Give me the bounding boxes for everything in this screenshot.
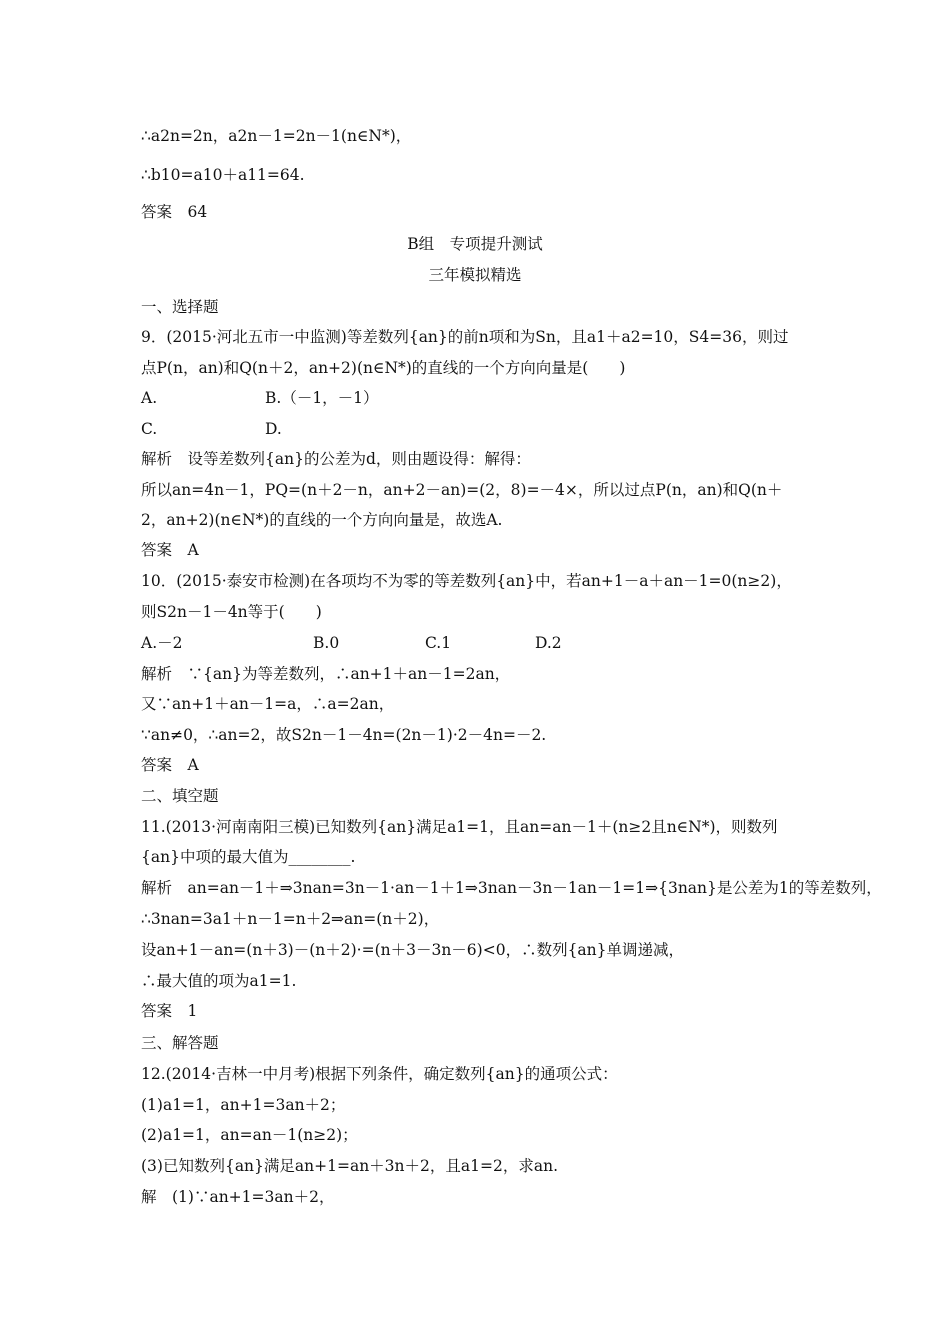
question-line: {an}中项的最大值为________. [141,848,356,866]
option-d: D.2 [535,634,562,652]
part-heading: 三、解答题 [141,1034,219,1052]
solution-line: 解 (1)∵an+1=3an＋2， [141,1188,335,1206]
option-b: B.0 [313,634,340,652]
option-c: C.1 [425,634,452,652]
option-a: A. [141,389,158,407]
answer-line: 答案 64 [141,203,208,221]
question-line: 12.(2014·吉林一中月考)根据下列条件，确定数列{an}的通项公式： [141,1065,618,1083]
analysis-line: ∴最大值的项为a1=1. [141,972,297,990]
question-line: 9．(2015·河北五市一中监测)等差数列{an}的前n项和为Sn，且a1＋a2=10，S4=36，则过 [141,328,789,346]
solution-line: ∴b10=a10＋a11=64. [141,166,305,184]
option-a: A.－2 [141,634,183,652]
analysis-line: 所以an=4n－1，PQ=(n＋2－n，an+2－an)=(2，8)=－4×，所以过点P(n，an)和Q(n＋ [141,481,783,499]
analysis-line: ∵an≠0，∴an=2，故S2n－1－4n=(2n－1)·2－4n=－2. [141,726,547,744]
analysis-line: 又∵an+1＋an－1=a，∴a=2an， [141,695,395,713]
analysis-line: 设an+1－an=(n＋3)－(n＋2)·=(n＋3－3n－6)<0，∴数列{an}单调递减， [141,941,685,959]
section-subheading: 三年模拟精选 [428,266,522,284]
option-d: D. [265,420,282,438]
question-line: 则S2n－1－4n等于( ) [141,603,322,621]
question-line: (3)已知数列{an}满足an+1=an＋3n＋2，且a1=2，求an. [141,1157,558,1175]
answer-line: 答案 A [141,756,199,774]
question-line: 10．(2015·泰安市检测)在各项均不为零的等差数列{an}中，若an+1－a＋an－1=0(n≥2)， [141,572,792,590]
analysis-line: 2，an+2)(n∈N*)的直线的一个方向向量是，故选A. [141,511,503,529]
section-heading: B组 专项提升测试 [407,235,543,253]
option-b: B.（－1，－1） [265,389,379,407]
question-line: 11.(2013·河南南阳三模)已知数列{an}满足a1=1，且an=an－1＋(n≥2且n∈N*)，则数列 [141,818,778,836]
analysis-line: ∴3nan=3a1＋n－1=n＋2⇒an=(n＋2)， [141,910,440,928]
answer-line: 答案 1 [141,1002,198,1020]
question-line: 点P(n，an)和Q(n＋2，an+2)(n∈N*)的直线的一个方向向量是( ) [141,359,626,377]
question-line: (2)a1=1，an=an－1(n≥2)； [141,1126,358,1144]
analysis-line: 解析 设等差数列{an}的公差为d，则由题设得：解得： [141,450,531,468]
question-line: (1)a1=1，an+1=3an＋2； [141,1096,346,1114]
option-c: C. [141,420,158,438]
part-heading: 二、填空题 [141,787,219,805]
solution-line: ∴a2n=2n，a2n－1=2n－1(n∈N*)， [141,127,412,145]
analysis-line: 解析 ∵{an}为等差数列，∴an+1＋an－1=2an， [141,665,511,683]
part-heading: 一、选择题 [141,298,219,316]
analysis-line: 解析 an=an－1＋⇒3nan=3n－1·an－1＋1⇒3nan－3n－1an－1=1⇒{3nan}是公差为1的等差数列， [141,879,882,897]
answer-line: 答案 A [141,541,199,559]
